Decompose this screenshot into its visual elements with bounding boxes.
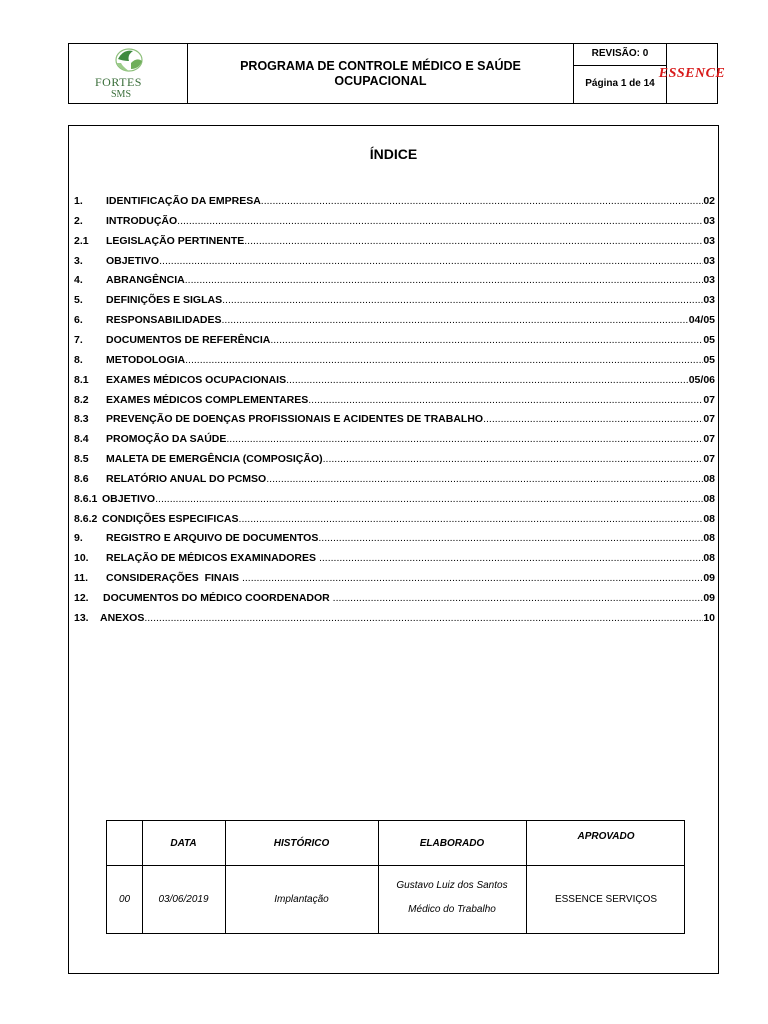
- toc-item-number: 2.1: [74, 234, 89, 247]
- toc-leader-dots: [222, 294, 703, 306]
- toc-item-number: 4.: [74, 274, 83, 287]
- toc-item-number: 9.: [74, 532, 83, 545]
- toc-item: [74, 610, 715, 624]
- toc-item-page: 08: [703, 512, 715, 525]
- toc-item-title: INTRODUÇÃO: [106, 214, 178, 227]
- document-header: [68, 43, 726, 104]
- toc-item-page: 03: [703, 254, 715, 267]
- header-data: DATA: [170, 837, 197, 849]
- toc-item: [74, 332, 715, 346]
- toc-leader-dots: [242, 572, 703, 584]
- cell-revision: 00: [118, 893, 131, 905]
- toc-leader-dots: [318, 532, 703, 544]
- logo-text-sms: SMS: [111, 89, 132, 100]
- index-title: ÍNDICE: [369, 146, 418, 162]
- toc-item-title: CONDIÇÕES ESPECIFICAS: [102, 512, 239, 525]
- toc-item-page: 08: [703, 472, 715, 485]
- document-title: PROGRAMA DE CONTROLE MÉDICO E SAÚDE OCUPACIONAL: [188, 44, 574, 103]
- toc-item-title: DEFINIÇÕES E SIGLAS: [106, 294, 223, 307]
- toc-item-page: 03: [703, 234, 715, 247]
- toc-leader-dots: [226, 433, 703, 445]
- toc-item-title: LEGISLAÇÃO PERTINENTE: [106, 234, 245, 247]
- toc-item-number: 8.: [74, 353, 83, 366]
- toc-leader-dots: [323, 453, 704, 465]
- toc-item-number: 1.: [74, 195, 83, 207]
- toc-item-page: 04/05: [688, 314, 715, 327]
- toc-item-title: IDENTIFICAÇÃO DA EMPRESA: [106, 195, 261, 207]
- toc-item: [74, 570, 715, 584]
- toc-item: [74, 411, 715, 425]
- toc-item-title: RELATÓRIO ANUAL DO PCMSO: [106, 472, 267, 485]
- toc-leader-dots: [261, 195, 704, 207]
- toc-item-number: 8.5: [74, 453, 89, 466]
- cell-historico: Implantação: [274, 893, 329, 905]
- cell-elaborado-name: Gustavo Luiz dos Santos: [396, 879, 508, 891]
- toc-item: [74, 233, 715, 247]
- toc-item-number: 10.: [74, 552, 89, 565]
- toc-leader-dots: [239, 513, 704, 525]
- toc-item-page: 07: [703, 433, 715, 446]
- toc-item-page: 05: [703, 333, 715, 346]
- header-historico: HISTÓRICO: [273, 837, 330, 849]
- toc-leader-dots: [155, 493, 703, 505]
- toc-item: [74, 193, 715, 207]
- toc-item-page: 08: [703, 532, 715, 545]
- essence-brand: ESSENCE: [658, 65, 726, 81]
- toc-item: [74, 590, 715, 604]
- toc-leader-dots: [266, 473, 703, 485]
- toc-item-page: 10: [703, 611, 715, 624]
- toc-item-page: 07: [703, 453, 715, 466]
- toc-item-title: MALETA DE EMERGÊNCIA (COMPOSIÇÃO): [106, 453, 323, 466]
- toc-item: [74, 253, 715, 267]
- toc-item-number: 2.: [74, 214, 83, 227]
- toc-leader-dots: [185, 274, 704, 286]
- toc-item-title: METODOLOGIA: [106, 353, 186, 366]
- revision-cell: [574, 44, 667, 103]
- toc-item: [74, 530, 715, 544]
- toc-item: [74, 451, 715, 465]
- toc-item-number: 8.1: [74, 373, 89, 386]
- toc-item-page: 05: [703, 353, 715, 366]
- toc-item: [74, 431, 715, 445]
- toc-leader-dots: [144, 612, 703, 624]
- toc-item: [74, 272, 715, 286]
- logo-text-fortes: FORTES: [95, 75, 142, 89]
- toc-item-number: 8.6.1: [74, 492, 98, 505]
- toc-item-title: ANEXOS: [100, 611, 145, 624]
- toc-item-number: 8.3: [74, 413, 89, 426]
- toc-item-page: 03: [703, 294, 715, 307]
- toc-item: [74, 312, 715, 326]
- toc-item-page: 02: [703, 195, 715, 207]
- toc-leader-dots: [319, 552, 703, 564]
- revision-table: [106, 820, 685, 934]
- toc-item-number: 8.6: [74, 472, 89, 485]
- toc-item-title: PREVENÇÃO DE DOENÇAS PROFISSIONAIS E ACIDENTES DE TRABALHO: [106, 413, 484, 426]
- toc-item-title: DOCUMENTOS DE REFERÊNCIA: [106, 333, 271, 346]
- toc-item: [74, 213, 715, 227]
- toc-item-title: REGISTRO E ARQUIVO DE DOCUMENTOS: [106, 532, 319, 545]
- toc-item-page: 07: [703, 413, 715, 426]
- toc-item-number: 8.6.2: [74, 512, 98, 525]
- toc-item-title: RESPONSABILIDADES: [106, 314, 222, 327]
- cell-data: 03/06/2019: [158, 893, 209, 905]
- cell-aprovado: ESSENCE SERVIÇOS: [554, 893, 658, 905]
- toc-item-title: ABRANGÊNCIA: [106, 274, 185, 287]
- toc-leader-dots: [244, 235, 703, 247]
- toc-item-number: 8.2: [74, 393, 89, 406]
- toc-item-title: CONSIDERAÇÕES FINAIS: [106, 572, 242, 585]
- toc-item-page: 09: [703, 572, 715, 585]
- toc-item: [74, 292, 715, 306]
- toc-leader-dots: [483, 413, 703, 425]
- toc-leader-dots: [177, 215, 703, 227]
- toc-item: [74, 352, 715, 366]
- fortes-logo: [87, 47, 171, 103]
- toc-leader-dots: [185, 354, 703, 366]
- toc-leader-dots: [333, 592, 704, 604]
- toc-item-page: 07: [703, 393, 715, 406]
- toc-item-page: 05/06: [688, 373, 715, 386]
- toc-item-number: 13.: [74, 611, 89, 624]
- toc-item-page: 03: [703, 214, 715, 227]
- toc-item-title: DOCUMENTOS DO MÉDICO COORDENADOR: [103, 592, 333, 604]
- header-elaborado: ELABORADO: [419, 837, 485, 849]
- toc-item-title: OBJETIVO: [106, 254, 160, 267]
- toc-leader-dots: [286, 374, 689, 386]
- toc-item: [74, 471, 715, 485]
- toc-item-title: EXAMES MÉDICOS OCUPACIONAIS: [106, 373, 287, 386]
- toc-item: [74, 392, 715, 406]
- revision-label: REVISÃO: 0: [574, 44, 666, 66]
- toc-item: [74, 511, 715, 525]
- toc-leader-dots: [270, 334, 703, 346]
- toc-item-number: 12.: [74, 592, 89, 604]
- toc-item-number: 3.: [74, 254, 83, 267]
- toc-item-number: 11.: [74, 572, 89, 585]
- toc-item-title: PROMOÇÃO DA SAÚDE: [106, 433, 227, 446]
- toc-item-page: 08: [703, 492, 715, 505]
- toc-item-number: 7.: [74, 333, 83, 346]
- header-aprovado: APROVADO: [577, 830, 635, 842]
- index-box: [68, 125, 719, 974]
- toc-leader-dots: [159, 255, 703, 267]
- cell-elaborado-role: Médico do Trabalho: [408, 903, 496, 915]
- toc-leader-dots: [308, 394, 703, 406]
- toc-item-title: OBJETIVO: [102, 492, 156, 505]
- toc-item: [74, 491, 715, 505]
- toc-leader-dots: [222, 314, 689, 326]
- toc-item-number: 6.: [74, 314, 83, 327]
- toc-item: [74, 550, 715, 564]
- toc-item: [74, 372, 715, 386]
- leaf-globe-icon: [87, 47, 171, 77]
- toc-item-page: 03: [703, 274, 715, 287]
- toc-item-title: RELAÇÃO DE MÉDICOS EXAMINADORES: [106, 552, 319, 565]
- toc-item-title: EXAMES MÉDICOS COMPLEMENTARES: [106, 393, 309, 406]
- logo-cell: [69, 44, 188, 103]
- toc-item-number: 5.: [74, 294, 83, 307]
- toc-item-page: 09: [703, 592, 715, 604]
- toc-item-page: 08: [703, 552, 715, 565]
- toc-item-number: 8.4: [74, 433, 89, 446]
- page-number: Página 1 de 14: [585, 78, 655, 89]
